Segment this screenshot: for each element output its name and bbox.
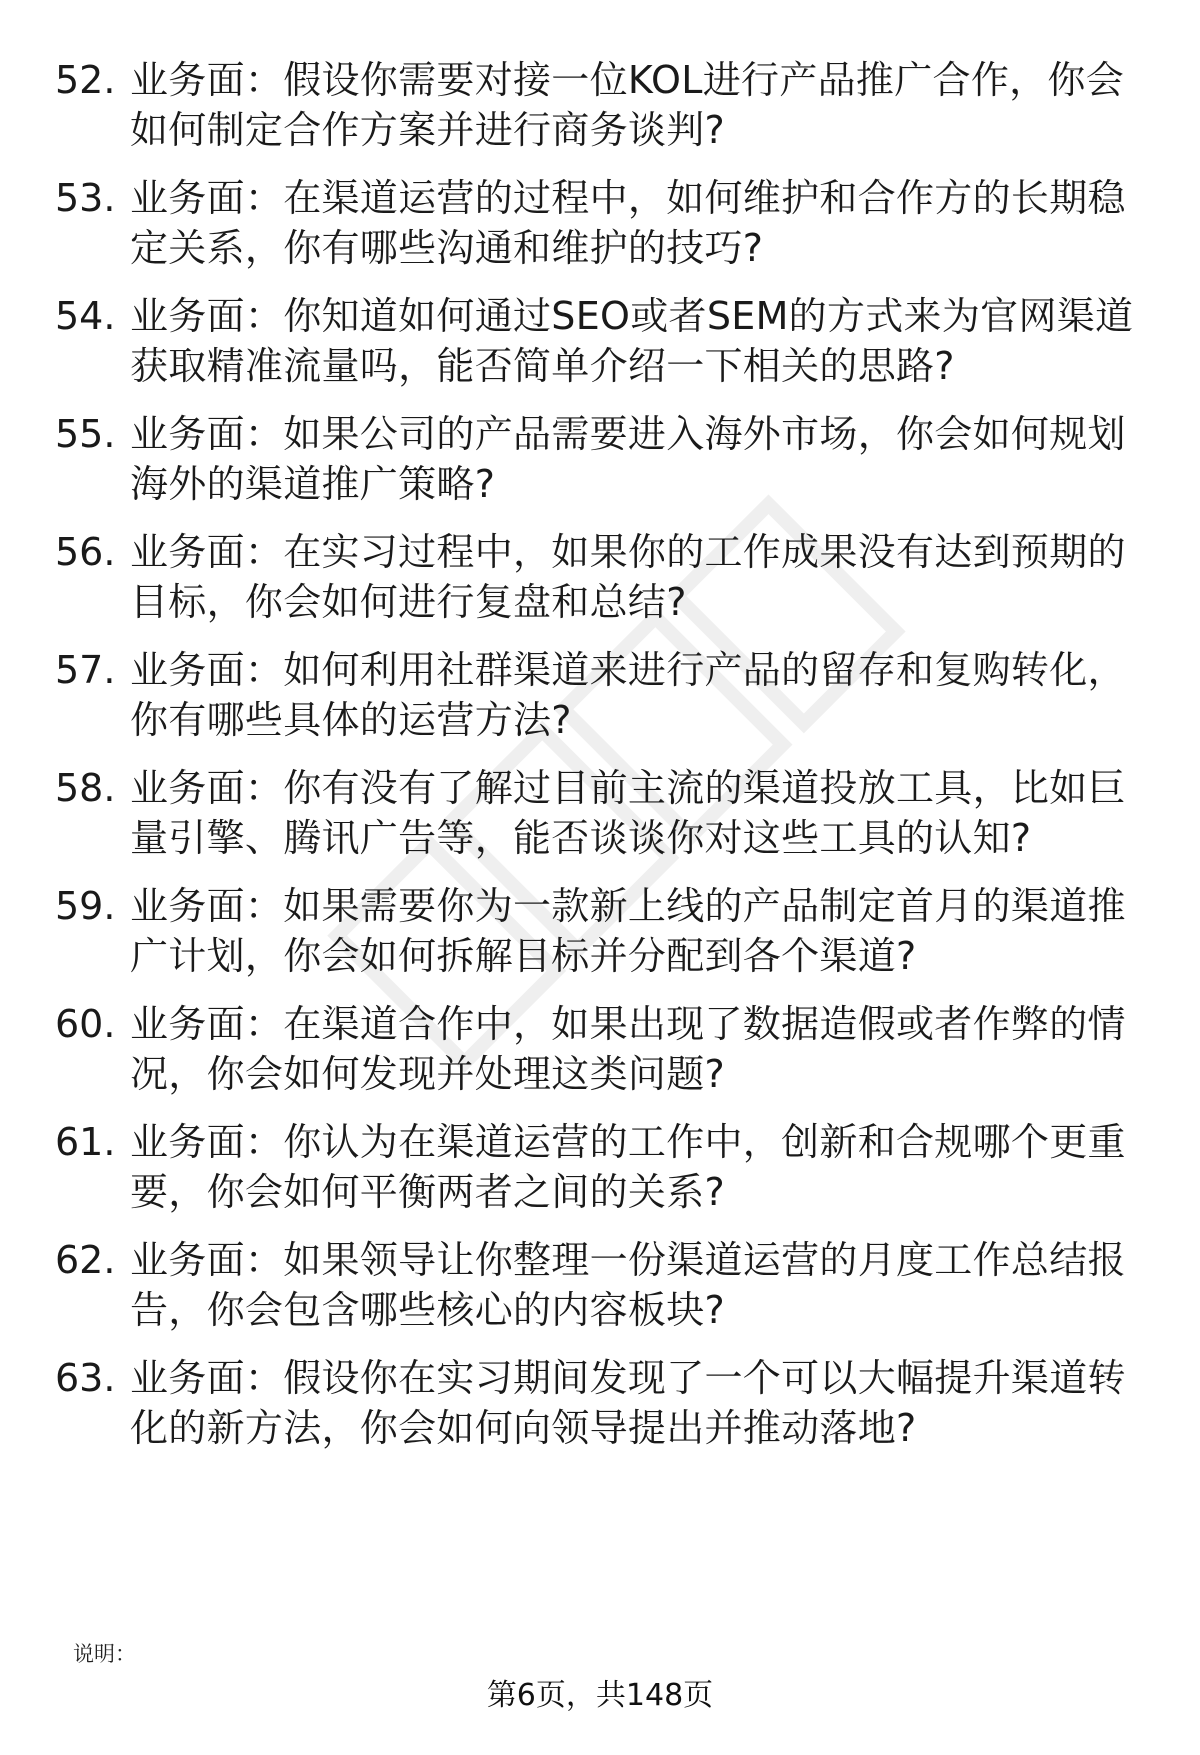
- question-number: 62.: [55, 1238, 116, 1282]
- question-text: 业务面：你认为在渠道运营的工作中，创新和合规哪个更重要，你会如何平衡两者之间的关系?: [130, 1120, 1126, 1214]
- question-text: 业务面：如果公司的产品需要进入海外市场，你会如何规划海外的渠道推广策略?: [130, 412, 1126, 506]
- question-number: 52.: [55, 58, 116, 102]
- question-text: 业务面：你知道如何通过SEO或者SEM的方式来为官网渠道获取精准流量吗，能否简单介绍一下相关的思路?: [130, 294, 1134, 388]
- question-number: 63.: [55, 1356, 116, 1400]
- question-text: 业务面：如何利用社群渠道来进行产品的留存和复购转化，你有哪些具体的运营方法?: [130, 648, 1126, 742]
- question-number: 59.: [55, 884, 116, 928]
- question-text: 业务面：你有没有了解过目前主流的渠道投放工具，比如巨量引擎、腾讯广告等，能否谈谈你对这些工具的认知?: [130, 766, 1126, 860]
- question-number: 61.: [55, 1120, 116, 1164]
- question-text: 业务面：如果领导让你整理一份渠道运营的月度工作总结报告，你会包含哪些核心的内容板块?: [130, 1238, 1126, 1332]
- question-text: 业务面：在渠道运营的过程中，如何维护和合作方的长期稳定关系，你有哪些沟通和维护的技巧?: [130, 176, 1126, 270]
- question-number: 58.: [55, 766, 116, 810]
- question-number: 55.: [55, 412, 116, 456]
- question-number: 53.: [55, 176, 116, 220]
- question-text: 业务面：在实习过程中，如果你的工作成果没有达到预期的目标，你会如何进行复盘和总结?: [130, 530, 1126, 624]
- question-number: 56.: [55, 530, 116, 574]
- note-label: 说明：: [73, 1642, 136, 1666]
- question-text: 业务面：假设你在实习期间发现了一个可以大幅提升渠道转化的新方法，你会如何向领导提出并推动落地?: [130, 1356, 1126, 1450]
- page-footer: 第6页，共148页: [486, 1678, 714, 1713]
- question-text: 业务面：如果需要你为一款新上线的产品制定首月的渠道推广计划，你会如何拆解目标并分配到各个渠道?: [130, 884, 1126, 978]
- question-number: 57.: [55, 648, 116, 692]
- question-text: 业务面：假设你需要对接一位KOL进行产品推广合作，你会如何制定合作方案并进行商务谈判?: [130, 58, 1125, 152]
- question-number: 60.: [55, 1002, 116, 1046]
- question-text: 业务面：在渠道合作中，如果出现了数据造假或者作弊的情况，你会如何发现并处理这类问题?: [130, 1002, 1126, 1096]
- question-number: 54.: [55, 294, 116, 338]
